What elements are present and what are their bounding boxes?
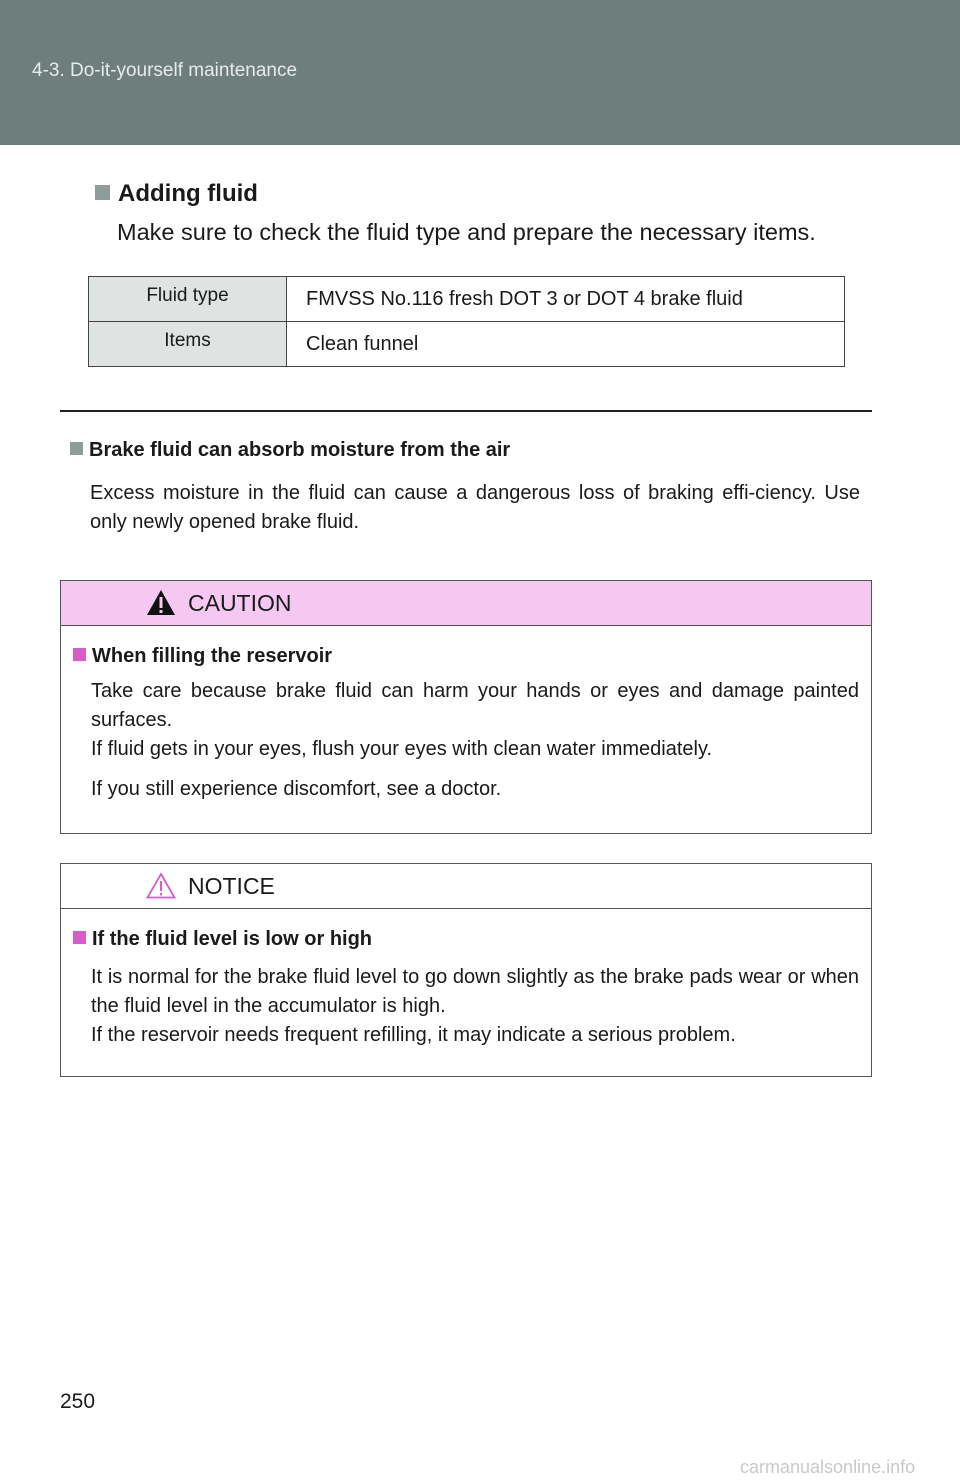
caution-paragraph: Take care because brake fluid can harm your hands or eyes and damage painted surfaces.	[91, 680, 859, 731]
caution-header	[61, 581, 871, 626]
caution-box	[60, 580, 872, 834]
square-bullet-icon	[73, 931, 86, 944]
spec-value: Clean funnel	[287, 322, 845, 367]
page-number: 250	[60, 1390, 96, 1413]
caution-paragraph: If you still experience discomfort, see a doctor.	[91, 778, 502, 800]
section-title: 4-3. Do-it-yourself maintenance	[32, 60, 298, 81]
notice-content	[61, 909, 871, 1050]
caution-label: CAUTION	[188, 590, 292, 616]
adding-fluid-intro: Make sure to check the fluid type and prepare the necessary items.	[117, 219, 816, 245]
note-title-text: Brake fluid can absorb moisture from the air	[89, 439, 511, 461]
warning-triangle-filled-icon	[146, 589, 176, 616]
page-header	[0, 0, 960, 145]
notice-paragraph: If the reservoir needs frequent refilling, it may indicate a serious problem.	[91, 1024, 736, 1046]
caution-paragraph: If fluid gets in your eyes, flush your eyes with clean water immediately.	[91, 738, 713, 760]
caution-content	[61, 626, 871, 804]
moisture-note	[70, 439, 862, 537]
watermark: carmanualsonline.info	[740, 1457, 916, 1477]
note-title	[70, 439, 862, 462]
section-divider	[60, 410, 872, 412]
square-bullet-icon	[70, 442, 83, 455]
table-row	[89, 322, 845, 367]
notice-header	[61, 864, 871, 909]
adding-fluid-heading	[95, 180, 258, 208]
fluid-spec-table	[88, 276, 845, 367]
square-bullet-icon	[73, 648, 86, 661]
note-body: Excess moisture in the fluid can cause a dangerous loss of braking effi-ciency. Use only newly opened brake fluid.	[90, 482, 860, 533]
caution-title-text: When filling the reservoir	[92, 645, 333, 667]
spec-label: Fluid type	[89, 277, 287, 322]
caution-title	[73, 645, 859, 668]
notice-title	[73, 928, 859, 951]
notice-title-text: If the fluid level is low or high	[92, 928, 373, 950]
warning-triangle-outline-icon	[146, 872, 176, 899]
spec-label: Items	[89, 322, 287, 367]
notice-paragraph: It is normal for the brake fluid level to go down slightly as the brake pads wear or when the fluid level in the accumulator is high.	[91, 966, 859, 1017]
adding-fluid-heading-text: Adding fluid	[118, 180, 258, 207]
spec-value: FMVSS No.116 fresh DOT 3 or DOT 4 brake fluid	[287, 277, 845, 322]
notice-label: NOTICE	[188, 873, 275, 899]
square-bullet-icon	[95, 185, 110, 200]
notice-box	[60, 863, 872, 1077]
table-row	[89, 277, 845, 322]
